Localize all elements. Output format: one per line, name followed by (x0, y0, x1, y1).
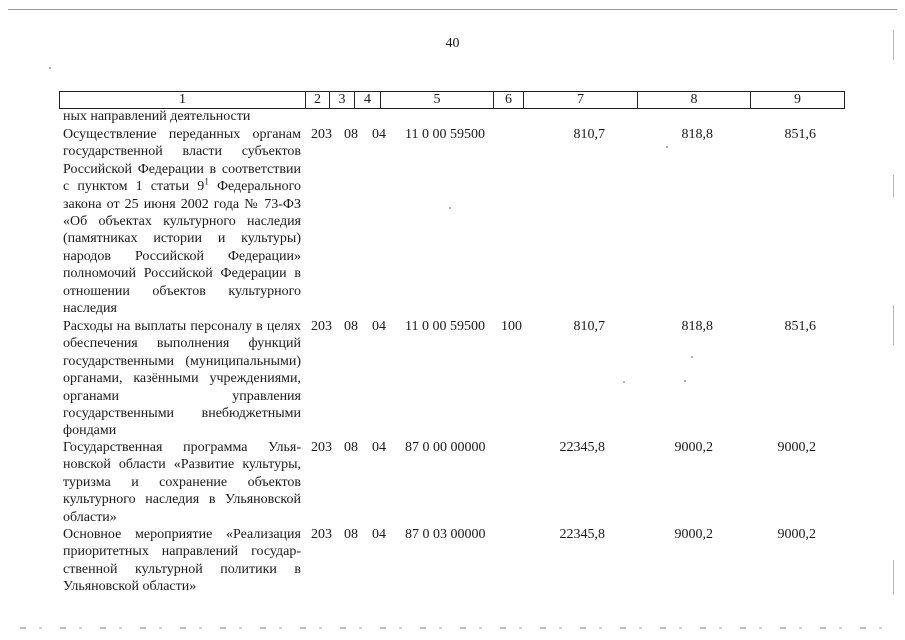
row-amount-col8: 9000,2 (674, 527, 713, 542)
scan-edge-line (8, 9, 897, 10)
header-col-3: 3 (330, 92, 355, 108)
scan-speck (666, 146, 668, 148)
row-amount-col7: 22345,8 (559, 527, 605, 542)
row-code-section: 08 (344, 527, 358, 542)
row-amount-col9: 9000,2 (777, 527, 816, 542)
scan-speck (691, 356, 693, 358)
scan-speck (684, 380, 686, 382)
table-header (59, 91, 845, 109)
row-code-subsection: 04 (372, 440, 386, 455)
row-code-subsection: 04 (372, 319, 386, 334)
header-col-1: 1 (60, 92, 306, 108)
scan-bottom-noise (20, 627, 885, 629)
row-code-ministry: 203 (311, 127, 332, 142)
row-code-target: 11 0 00 59500 (405, 319, 485, 334)
row-amount-col7: 810,7 (573, 127, 605, 142)
row-code-ministry: 203 (311, 527, 332, 542)
row-code-ministry: 203 (311, 319, 332, 334)
scan-speck (449, 207, 451, 209)
continued-row-text: ных направлений деятельности (63, 109, 251, 124)
row-name: Осуществление переданных органам государственной власти субъектов Российской Федерации в соответствии с пунктом 1 статьи $9^1$ Федерального закона от 25 июня 2002 года № 73-ФЗ «Об объектах культурного наследия (памятниках истории и культуры) народов Российской Федерации» полномочий Российской Федерации в отношении объектов культурного наследия (63, 127, 301, 317)
header-col-7: 7 (524, 92, 638, 108)
header-col-4: 4 (355, 92, 381, 108)
scan-edge-mark (893, 560, 894, 595)
header-col-9: 9 (794, 92, 801, 107)
row-amount-col9: 9000,2 (777, 440, 816, 455)
row-name: Основное мероприятие «Реализация приоритетных направлений государственной культурной политики в Ульяновской области» (63, 527, 301, 595)
row-code-target: 11 0 00 59500 (405, 127, 485, 142)
scan-speck (49, 67, 51, 69)
scan-edge-mark (893, 305, 894, 345)
row-amount-col9: 851,6 (784, 127, 816, 142)
row-code-section: 08 (344, 319, 358, 334)
row-amount-col8: 818,8 (681, 319, 713, 334)
row-code-target: 87 0 03 00000 (405, 527, 486, 542)
row-code-section: 08 (344, 127, 358, 142)
row-amount-col9: 851,6 (784, 319, 816, 334)
header-col-6: 6 (494, 92, 524, 108)
row-code-target: 87 0 00 00000 (405, 440, 486, 455)
row-name: Расходы на выплаты персоналу в целях обеспечения выполнения функций государственными (муниципальными) органами, казёнными учреждениями, органами управления государственными внебюджетными фондами (63, 319, 301, 439)
row-name: Государственная программа Ульяновской области «Развитие культуры, туризма и сохранение объектов культурного наследия в Ульяновской области» (63, 440, 301, 525)
row-code-subsection: 04 (372, 127, 386, 142)
scan-edge-mark (893, 175, 894, 197)
row-amount-col7: 22345,8 (559, 440, 605, 455)
row-code-subsection: 04 (372, 527, 386, 542)
row-code-expense-type: 100 (501, 319, 522, 334)
row-amount-col8: 9000,2 (674, 440, 713, 455)
header-col-8: 8 (638, 92, 751, 108)
row-code-section: 08 (344, 440, 358, 455)
row-code-ministry: 203 (311, 440, 332, 455)
row-amount-col8: 818,8 (681, 127, 713, 142)
page-number: 40 (445, 36, 460, 51)
row-amount-col7: 810,7 (573, 319, 605, 334)
header-col-5: 5 (381, 92, 494, 108)
header-col-2: 2 (306, 92, 330, 108)
scan-speck (623, 381, 625, 383)
